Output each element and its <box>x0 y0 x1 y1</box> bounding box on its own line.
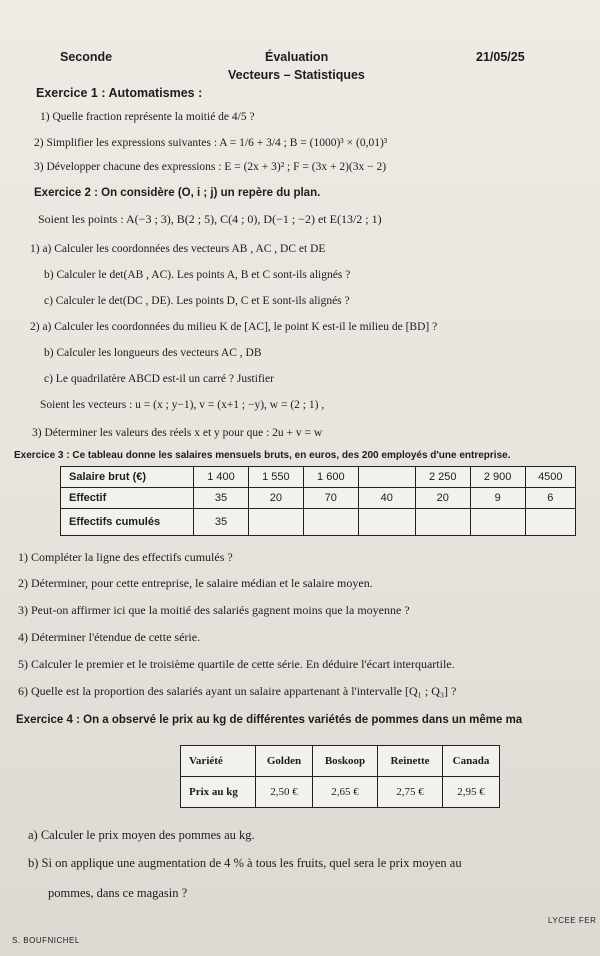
table-cell <box>525 509 575 536</box>
ex2-question-1b: b) Calculer le det(AB , AC). Les points A, B et C sont-ils alignés ? <box>44 269 351 281</box>
ex3-question-3: 3) Peut-on affirmer ici que la moitié des salariés gagnent moins que la moyenne ? <box>18 603 410 617</box>
table-cell: 2 250 <box>415 467 470 488</box>
table-cell: Golden <box>256 746 313 777</box>
table-cell <box>248 509 303 536</box>
table-row <box>181 777 500 808</box>
table-cell: 2,95 € <box>443 777 500 808</box>
table-row <box>181 746 500 777</box>
ex3-question-1: 1) Compléter la ligne des effectifs cumulés ? <box>18 550 233 564</box>
exercise-3-title: Exercice 3 : Ce tableau donne les salaires mensuels bruts, en euros, des 200 employés d'une entreprise. <box>14 450 511 461</box>
table-cell: 6 <box>525 488 575 509</box>
table-header-cell: Salaire brut (€) <box>61 467 194 488</box>
table-header-cell: Effectif <box>61 488 194 509</box>
table-header-cell: Effectifs cumulés <box>61 509 194 536</box>
ex1-question-2: 2) Simplifier les expressions suivantes : A = 1/6 + 3/4 ; B = (1000)³ × (0,01)³ <box>34 137 388 149</box>
table-cell: 2 900 <box>470 467 525 488</box>
table-cell: 4500 <box>525 467 575 488</box>
table-row <box>61 509 576 536</box>
ex3-question-6: 6) Quelle est la proportion des salariés ayant un salaire appartenant à l'intervalle [Q₁ ; Q₃] ? <box>18 684 457 698</box>
table-cell: 35 <box>194 509 249 536</box>
date-label: 21/05/25 <box>476 50 525 64</box>
ex2-question-1c: c) Calculer le det(DC , DE). Les points D, C et E sont-ils alignés ? <box>44 295 350 307</box>
ex1-question-3: 3) Développer chacune des expressions : E = (2x + 3)² ; F = (3x + 2)(3x − 2) <box>34 161 387 173</box>
ex3-question-4: 4) Déterminer l'étendue de cette série. <box>18 630 201 644</box>
table-cell <box>415 509 470 536</box>
table-row <box>61 488 576 509</box>
page-title: Évaluation <box>265 50 329 64</box>
table-cell: 1 600 <box>303 467 358 488</box>
class-label: Seconde <box>60 50 113 64</box>
exercise-4-title: Exercice 4 : On a observé le prix au kg de différentes variétés de pommes dans un même ma <box>16 714 523 726</box>
exercise-1-title: Exercice 1 : Automatismes : <box>36 86 203 100</box>
ex2-question-1a: 1) a) Calculer les coordonnées des vecteurs AB , AC , DC et DE <box>30 243 326 255</box>
table-cell: 20 <box>415 488 470 509</box>
ex2-question-2b: b) Calculer les longueurs des vecteurs AC , DB <box>44 347 262 359</box>
table-cell <box>470 509 525 536</box>
ex3-question-5: 5) Calculer le premier et le troisième quartile de cette série. En déduire l'écart interquartile. <box>18 657 455 671</box>
exercise-2-title: Exercice 2 : On considère (O, i ; j) un repère du plan. <box>34 187 321 199</box>
ex4-question-b-cont: pommes, dans ce magasin ? <box>48 886 188 900</box>
table-cell: 1 400 <box>194 467 249 488</box>
table-cell <box>358 467 415 488</box>
table-row <box>61 467 576 488</box>
page-subtitle: Vecteurs – Statistiques <box>228 68 365 82</box>
school-label: LYCEE FER <box>548 916 597 925</box>
ex1-question-1: 1) Quelle fraction représente la moitié de 4/5 ? <box>40 111 255 123</box>
table-cell: 9 <box>470 488 525 509</box>
table-cell: 20 <box>248 488 303 509</box>
ex3-question-2: 2) Déterminer, pour cette entreprise, le salaire médian et le salaire moyen. <box>18 576 373 590</box>
ex2-question-2c: c) Le quadrilatère ABCD est-il un carré ? Justifier <box>44 373 274 385</box>
ex2-vectors: Soient les vecteurs : u = (x ; y−1), v = (x+1 ; −y), w = (2 ; 1) , <box>40 399 325 411</box>
ex2-question-3: 3) Déterminer les valeurs des réels x et y pour que : 2u + v = w <box>32 427 323 439</box>
table-cell: 2,65 € <box>313 777 378 808</box>
table-cell: Canada <box>443 746 500 777</box>
table-header-cell: Variété <box>181 746 256 777</box>
table-cell: 70 <box>303 488 358 509</box>
table-cell: 35 <box>194 488 249 509</box>
table-cell: 1 550 <box>248 467 303 488</box>
ex2-question-2a: 2) a) Calculer les coordonnées du milieu K de [AC], le point K est-il le milieu de [BD] ? <box>30 321 438 333</box>
salary-table <box>60 466 576 536</box>
table-cell <box>358 509 415 536</box>
table-cell: 2,75 € <box>378 777 443 808</box>
author-label: S. BOUFNICHEL <box>12 936 80 945</box>
table-cell: 40 <box>358 488 415 509</box>
table-cell: Boskoop <box>313 746 378 777</box>
apple-price-table <box>180 745 500 808</box>
table-header-cell: Prix au kg <box>181 777 256 808</box>
ex4-question-b: b) Si on applique une augmentation de 4 % à tous les fruits, quel sera le prix moyen au <box>28 856 462 870</box>
table-cell: 2,50 € <box>256 777 313 808</box>
ex4-question-a: a) Calculer le prix moyen des pommes au kg. <box>28 828 255 842</box>
ex2-points: Soient les points : A(−3 ; 3), B(2 ; 5), C(4 ; 0), D(−1 ; −2) et E(13/2 ; 1) <box>38 212 382 226</box>
table-cell: Reinette <box>378 746 443 777</box>
table-cell <box>303 509 358 536</box>
